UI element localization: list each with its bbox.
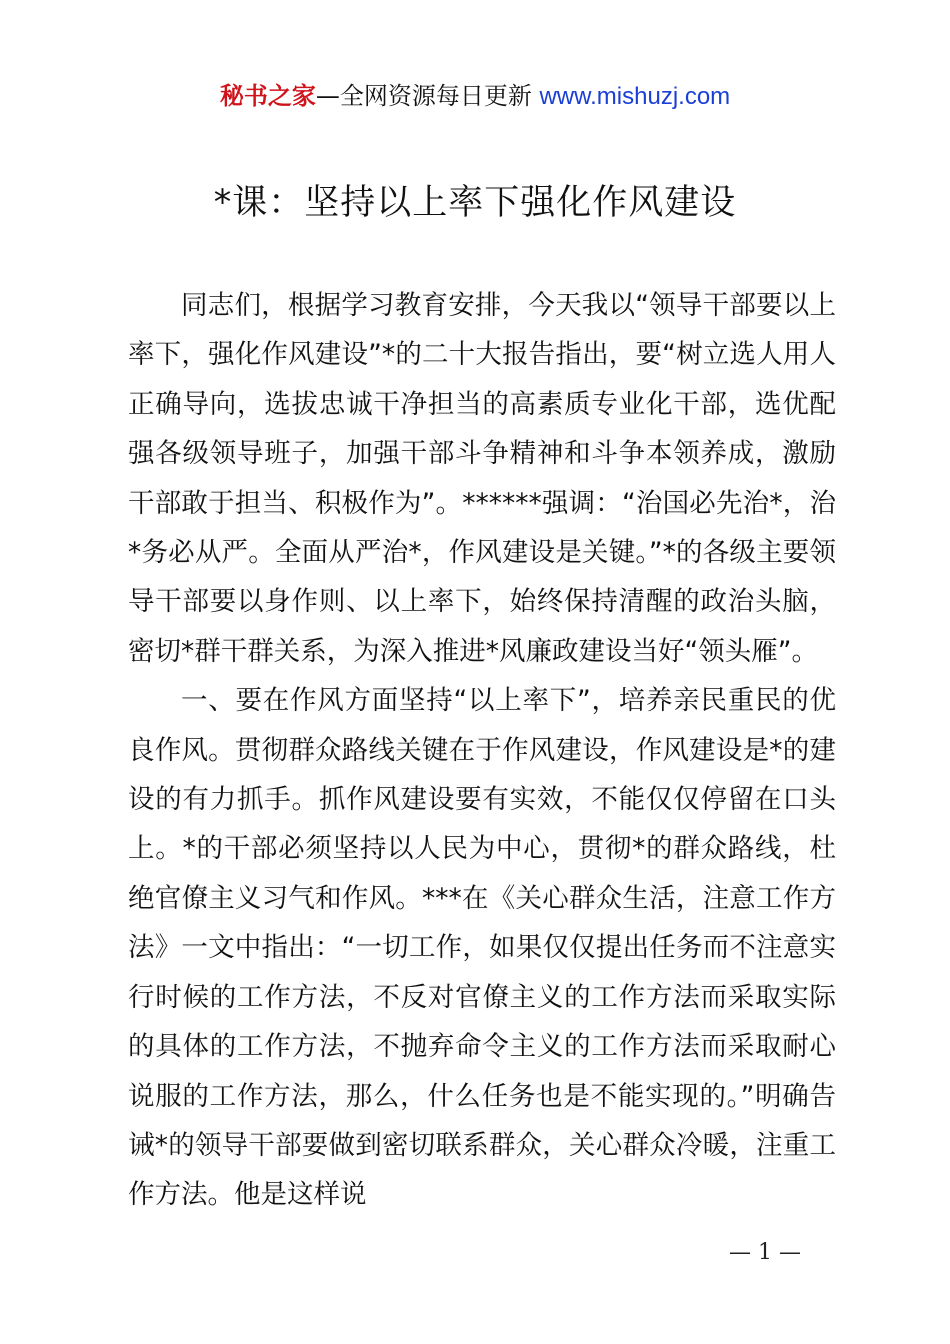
site-brand: 秘书之家 bbox=[219, 82, 316, 110]
site-url-link[interactable]: www.mishuzj.com bbox=[539, 83, 731, 110]
site-tagline: —全网资源每日更新 bbox=[315, 82, 540, 110]
document-title: *课：坚持以上率下强化作风建设 bbox=[213, 183, 737, 223]
body-paragraph-intro: 同志们，根据学习教育安排，今天我以“领导干部要以上率下，强化作风建设”*的二十大报告指出，要“树立选人用人正确导向，选拔忠诚干净担当的高素质专业化干部，选优配强各级领导班子，加强干部斗争精神和斗争本领养成，激励干部敢于担当、积极作为”。******强调：“治国必先治*，治*务必从严。全面从严治*，作风建设是关键。”*的各级主要领导干部要以身作则、以上率下，始终保持清醒的政治头脑，密切*群干群关系，为深入推进*风廉政建设当好“领头雁”。 bbox=[128, 290, 836, 667]
page-number: — 1 — bbox=[729, 1240, 801, 1265]
site-header bbox=[0, 80, 950, 113]
body-paragraph-section-one: 一、要在作风方面坚持“以上率下”，培养亲民重民的优良作风。贯彻群众路线关键在于作风建设，作风建设是*的建设的有力抓手。抓作风建设要有实效，不能仅仅停留在口头上。*的干部必须坚持以人民为中心，贯彻*的群众路线，杜绝官僚主义习气和作风。***在《关心群众生活，注意工作方法》一文中指出：“一切工作，如果仅仅提出任务而不注意实行时候的工作方法，不反对官僚主义的工作方法而采取实际的具体的工作方法，不抛弃命令主义的工作方法而采取耐心说服的工作方法，那么，什么任务也是不能实现的。”明确告诫*的领导干部要做到密切联系群众，关心群众冷暖，注重工作方法。他是这样说 bbox=[128, 685, 836, 1211]
document-body bbox=[128, 281, 836, 1220]
